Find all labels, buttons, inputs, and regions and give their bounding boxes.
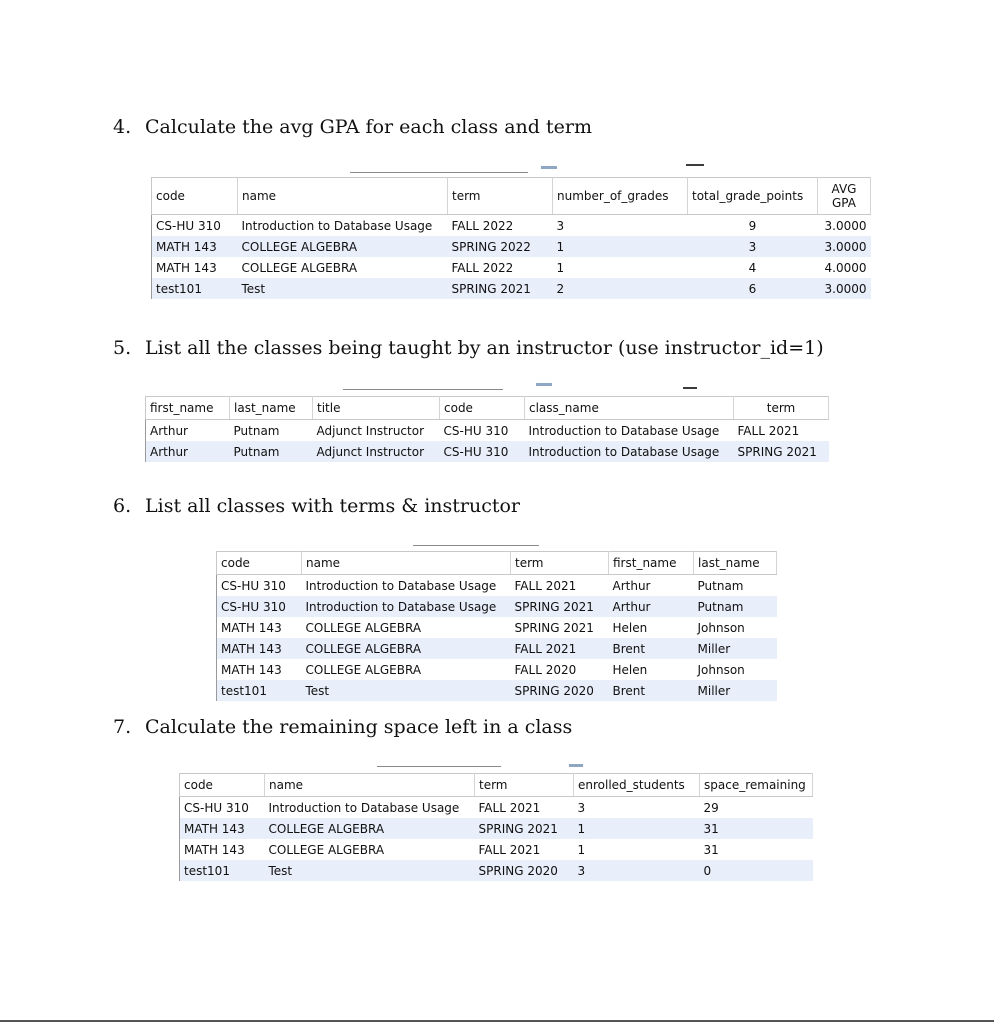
cell-term[interactable]: SPRING 2021: [475, 818, 574, 839]
cell-term[interactable]: SPRING 2020: [511, 680, 609, 701]
result-grid-q6: [216, 551, 777, 701]
table-row[interactable]: [217, 575, 777, 597]
question-4-heading: [113, 116, 592, 138]
cell-number-of-grades[interactable]: 3: [553, 215, 688, 237]
cell-term[interactable]: FALL 2021: [734, 420, 829, 442]
cell-space-remaining[interactable]: 31: [700, 839, 813, 860]
question-7-heading: [113, 716, 572, 738]
column-header-code[interactable]: code: [440, 397, 525, 420]
cell-term[interactable]: FALL 2021: [475, 797, 574, 819]
cell-last-name[interactable]: Johnson: [694, 617, 777, 638]
table-row[interactable]: [217, 617, 777, 638]
cell-name[interactable]: Introduction to Database Usage: [302, 596, 511, 617]
column-header-name[interactable]: name: [302, 552, 511, 575]
cell-class-name[interactable]: Introduction to Database Usage: [525, 420, 734, 442]
table-row[interactable]: [146, 420, 829, 442]
header-row: [146, 397, 829, 420]
result-grid-q4: [151, 177, 871, 299]
cell-code[interactable]: CS-HU 310: [217, 596, 302, 617]
toolbar-remnant: [350, 172, 528, 173]
cell-space-remaining[interactable]: 29: [700, 797, 813, 819]
table-row[interactable]: [217, 659, 777, 680]
cell-first-name[interactable]: Arthur: [609, 596, 694, 617]
cell-avg-gpa[interactable]: 3.0000: [818, 215, 871, 237]
question-text: Calculate the avg GPA for each class and term: [145, 116, 592, 138]
cell-enrolled-students[interactable]: 3: [574, 860, 700, 881]
column-header-space-remaining[interactable]: space_remaining: [700, 774, 813, 797]
cell-enrolled-students[interactable]: 3: [574, 797, 700, 819]
question-text: List all classes with terms & instructor: [145, 495, 521, 517]
header-row: [217, 552, 777, 575]
column-header-term[interactable]: term: [734, 397, 829, 420]
column-header-name[interactable]: name: [238, 178, 448, 215]
table-row[interactable]: [152, 257, 871, 278]
cell-last-name[interactable]: Putnam: [694, 575, 777, 597]
cell-code[interactable]: MATH 143: [152, 257, 238, 278]
cell-code[interactable]: CS-HU 310: [217, 575, 302, 597]
column-header-last-name[interactable]: last_name: [230, 397, 313, 420]
cell-number-of-grades[interactable]: 1: [553, 257, 688, 278]
column-header-number-of-grades[interactable]: number_of_grades: [553, 178, 688, 215]
table-row[interactable]: [152, 236, 871, 257]
header-row: [152, 178, 871, 215]
cell-name[interactable]: COLLEGE ALGEBRA: [265, 818, 475, 839]
column-header-code[interactable]: code: [152, 178, 238, 215]
cell-class-name[interactable]: Introduction to Database Usage: [525, 441, 734, 462]
cell-code[interactable]: MATH 143: [180, 818, 265, 839]
cell-last-name[interactable]: Putnam: [230, 441, 313, 462]
toolbar-remnant: [536, 383, 552, 386]
toolbar-remnant: [686, 164, 704, 166]
cell-avg-gpa[interactable]: 4.0000: [818, 257, 871, 278]
cell-number-of-grades[interactable]: 1: [553, 236, 688, 257]
toolbar-remnant: [683, 387, 697, 389]
cell-total-grade-points[interactable]: 4: [688, 257, 818, 278]
header-line: GPA: [832, 196, 856, 210]
column-header-first-name[interactable]: first_name: [609, 552, 694, 575]
cell-term[interactable]: SPRING 2021: [734, 441, 829, 462]
column-header-last-name[interactable]: last_name: [694, 552, 777, 575]
table-row[interactable]: [146, 441, 829, 462]
page-bottom-border: [0, 1020, 994, 1022]
cell-code[interactable]: CS-HU 310: [180, 797, 265, 819]
cell-space-remaining[interactable]: 0: [700, 860, 813, 881]
question-number: 4.: [113, 116, 132, 138]
cell-name[interactable]: COLLEGE ALGEBRA: [302, 617, 511, 638]
cell-name[interactable]: Introduction to Database Usage: [302, 575, 511, 597]
column-header-code[interactable]: code: [180, 774, 265, 797]
cell-enrolled-students[interactable]: 1: [574, 839, 700, 860]
cell-avg-gpa[interactable]: 3.0000: [818, 236, 871, 257]
cell-code[interactable]: test101: [152, 278, 238, 299]
cell-term[interactable]: FALL 2020: [511, 659, 609, 680]
cell-first-name[interactable]: Helen: [609, 617, 694, 638]
cell-name[interactable]: COLLEGE ALGEBRA: [302, 659, 511, 680]
column-header-avg-gpa[interactable]: [818, 178, 871, 215]
column-header-title[interactable]: title: [313, 397, 440, 420]
cell-last-name[interactable]: Miller: [694, 638, 777, 659]
result-grid-q5: [145, 396, 829, 462]
cell-code[interactable]: MATH 143: [217, 659, 302, 680]
column-header-term[interactable]: term: [475, 774, 574, 797]
cell-total-grade-points[interactable]: 3: [688, 236, 818, 257]
column-header-class-name[interactable]: class_name: [525, 397, 734, 420]
cell-first-name[interactable]: Arthur: [146, 441, 230, 462]
cell-last-name[interactable]: Putnam: [230, 420, 313, 442]
cell-number-of-grades[interactable]: 2: [553, 278, 688, 299]
cell-total-grade-points[interactable]: 9: [688, 215, 818, 237]
table-row[interactable]: [180, 818, 813, 839]
header-line: AVG: [831, 182, 857, 196]
column-header-code[interactable]: code: [217, 552, 302, 575]
cell-name[interactable]: Test: [238, 278, 448, 299]
cell-space-remaining[interactable]: 31: [700, 818, 813, 839]
toolbar-remnant: [569, 764, 583, 767]
column-header-term[interactable]: term: [511, 552, 609, 575]
column-header-total-grade-points[interactable]: total_grade_points: [688, 178, 818, 215]
column-header-name[interactable]: name: [265, 774, 475, 797]
cell-term[interactable]: SPRING 2021: [511, 596, 609, 617]
cell-total-grade-points[interactable]: 6: [688, 278, 818, 299]
cell-term[interactable]: FALL 2022: [448, 257, 553, 278]
header-row: [180, 774, 813, 797]
cell-term[interactable]: FALL 2021: [511, 575, 609, 597]
cell-name[interactable]: Test: [302, 680, 511, 701]
toolbar-remnant: [377, 766, 501, 767]
column-header-first-name[interactable]: first_name: [146, 397, 230, 420]
toolbar-remnant: [413, 545, 539, 546]
table-row[interactable]: [152, 215, 871, 237]
cell-code[interactable]: test101: [217, 680, 302, 701]
cell-name[interactable]: COLLEGE ALGEBRA: [302, 638, 511, 659]
question-5-heading: [113, 337, 824, 359]
cell-first-name[interactable]: Brent: [609, 638, 694, 659]
cell-code[interactable]: CS-HU 310: [440, 441, 525, 462]
cell-name[interactable]: Introduction to Database Usage: [238, 215, 448, 237]
cell-last-name[interactable]: Miller: [694, 680, 777, 701]
cell-first-name[interactable]: Helen: [609, 659, 694, 680]
question-text: Calculate the remaining space left in a class: [145, 716, 573, 738]
table-row[interactable]: [152, 278, 871, 299]
toolbar-remnant: [343, 389, 503, 390]
toolbar-remnant: [541, 166, 557, 169]
cell-term[interactable]: SPRING 2021: [511, 617, 609, 638]
cell-name[interactable]: COLLEGE ALGEBRA: [238, 257, 448, 278]
cell-code[interactable]: MATH 143: [180, 839, 265, 860]
table-row[interactable]: [180, 839, 813, 860]
table-row[interactable]: [217, 680, 777, 701]
table-row[interactable]: [217, 596, 777, 617]
table-row[interactable]: [180, 860, 813, 881]
result-grid-q7: [179, 773, 813, 881]
cell-code[interactable]: MATH 143: [217, 638, 302, 659]
cell-term[interactable]: SPRING 2020: [475, 860, 574, 881]
cell-term[interactable]: SPRING 2022: [448, 236, 553, 257]
table-row[interactable]: [217, 638, 777, 659]
cell-name[interactable]: Introduction to Database Usage: [265, 797, 475, 819]
cell-enrolled-students[interactable]: 1: [574, 818, 700, 839]
cell-avg-gpa[interactable]: 3.0000: [818, 278, 871, 299]
cell-first-name[interactable]: Arthur: [609, 575, 694, 597]
cell-title[interactable]: Adjunct Instructor: [313, 420, 440, 442]
cell-term[interactable]: SPRING 2021: [448, 278, 553, 299]
cell-name[interactable]: Test: [265, 860, 475, 881]
cell-name[interactable]: COLLEGE ALGEBRA: [265, 839, 475, 860]
cell-term[interactable]: FALL 2022: [448, 215, 553, 237]
cell-code[interactable]: MATH 143: [152, 236, 238, 257]
question-number: 5.: [113, 337, 132, 359]
cell-code[interactable]: MATH 143: [217, 617, 302, 638]
cell-first-name[interactable]: Brent: [609, 680, 694, 701]
cell-last-name[interactable]: Putnam: [694, 596, 777, 617]
cell-last-name[interactable]: Johnson: [694, 659, 777, 680]
cell-term[interactable]: FALL 2021: [511, 638, 609, 659]
cell-code[interactable]: test101: [180, 860, 265, 881]
column-header-term[interactable]: term: [448, 178, 553, 215]
cell-title[interactable]: Adjunct Instructor: [313, 441, 440, 462]
cell-code[interactable]: CS-HU 310: [152, 215, 238, 237]
cell-code[interactable]: CS-HU 310: [440, 420, 525, 442]
cell-term[interactable]: FALL 2021: [475, 839, 574, 860]
column-header-enrolled-students[interactable]: enrolled_students: [574, 774, 700, 797]
question-text: List all the classes being taught by an instructor (use instructor_id=1): [145, 337, 824, 359]
cell-first-name[interactable]: Arthur: [146, 420, 230, 442]
cell-name[interactable]: COLLEGE ALGEBRA: [238, 236, 448, 257]
table-row[interactable]: [180, 797, 813, 819]
question-6-heading: [113, 495, 520, 517]
question-number: 6.: [113, 495, 132, 517]
question-number: 7.: [113, 716, 132, 738]
